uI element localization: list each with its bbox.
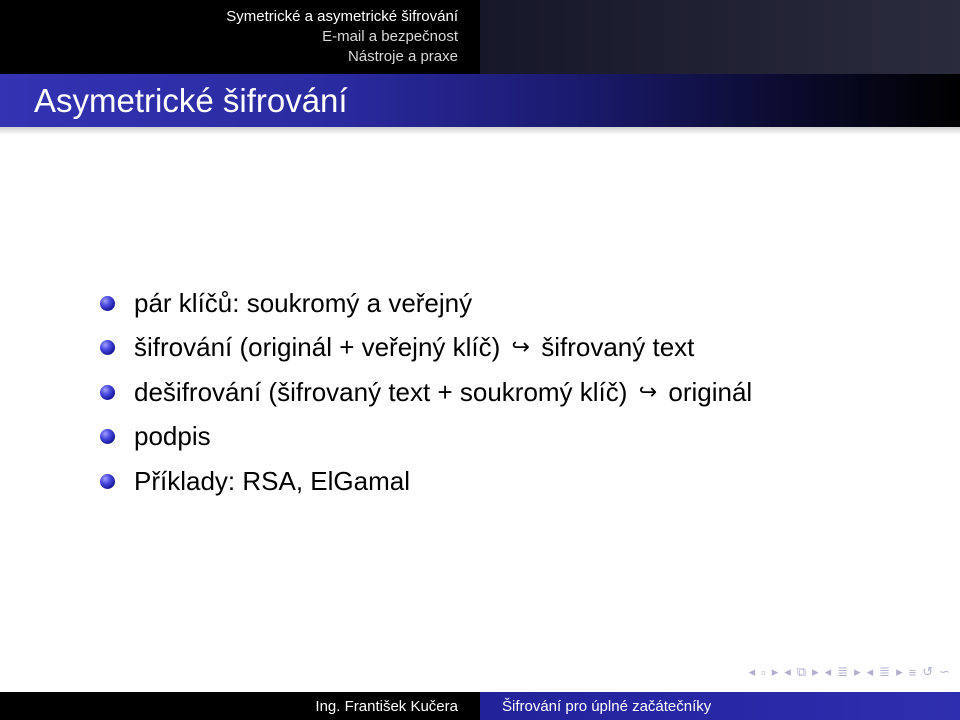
- nav-next-section-icon[interactable]: ▸: [854, 664, 861, 679]
- bullet-ball-icon: [100, 429, 115, 444]
- bullet-ball-icon: [100, 474, 115, 489]
- section-navigation: [0, 0, 458, 74]
- nav-prev-section-icon[interactable]: ◂: [824, 664, 832, 679]
- bullet-text: podpis: [134, 421, 211, 452]
- bullet-text: pár klíčů: soukromý a veřejný: [134, 287, 473, 318]
- bullet-ball-icon: [100, 385, 115, 400]
- frame-title: Asymetrické šifrování: [34, 82, 348, 119]
- list-item: [100, 459, 752, 504]
- bullet-text: šifrování (originál + veřejný klíč) ↪ šifrovaný text: [134, 332, 695, 363]
- section-link-symmetric-asymmetric[interactable]: Symetrické a asymetrické šifrování: [226, 8, 458, 25]
- footer-author: Ing. František Kučera: [315, 697, 458, 715]
- nav-prev-frame-icon[interactable]: ◂: [748, 664, 756, 679]
- nav-back-icon[interactable]: ∽: [939, 664, 950, 679]
- section-link-tools-practice[interactable]: Nástroje a praxe: [347, 48, 458, 65]
- list-item: [100, 415, 752, 460]
- nav-next-frame-icon[interactable]: ▸: [771, 664, 779, 679]
- nav-next-subsection-icon[interactable]: ▸: [812, 664, 819, 679]
- bullet-text: Příklady: RSA, ElGamal: [134, 465, 410, 496]
- nav-appendix-icon[interactable]: ≡: [908, 664, 917, 680]
- frame-title-bar: [0, 74, 960, 127]
- nav-search-icon[interactable]: ↺: [922, 664, 934, 679]
- nav-subsection-icon[interactable]: ⧉: [796, 664, 807, 679]
- beamer-navigation-symbols: [749, 664, 950, 680]
- headline-right: [480, 0, 960, 74]
- footer-title-box: [480, 692, 960, 720]
- footer-author-box: [0, 692, 480, 720]
- list-item: [100, 281, 752, 326]
- footer-title: Šifrování pro úplné začátečníky: [502, 697, 712, 715]
- list-item: [100, 370, 752, 415]
- list-item: [100, 326, 752, 371]
- nav-doc-icon[interactable]: ≣: [879, 664, 891, 679]
- hook-arrow-icon: ↪: [638, 378, 658, 404]
- bullet-ball-icon: [100, 340, 115, 355]
- hook-arrow-icon: ↪: [511, 334, 530, 360]
- section-link-email-security[interactable]: E-mail a bezpečnost: [322, 28, 458, 45]
- bullet-list: [100, 281, 752, 504]
- nav-prev-subsection-icon[interactable]: ◂: [784, 664, 791, 679]
- bullet-text: dešifrování (šifrovaný text + soukromý klíč) ↪ originál: [134, 376, 753, 407]
- frame-title-shadow: [0, 127, 960, 135]
- nav-next-doc-icon[interactable]: ▸: [896, 664, 903, 679]
- footline-bar: [0, 692, 960, 720]
- nav-prev-doc-icon[interactable]: ◂: [866, 664, 874, 679]
- nav-frame-icon[interactable]: ▫: [761, 664, 766, 680]
- nav-section-icon[interactable]: ≣: [837, 664, 849, 679]
- bullet-ball-icon: [100, 296, 115, 311]
